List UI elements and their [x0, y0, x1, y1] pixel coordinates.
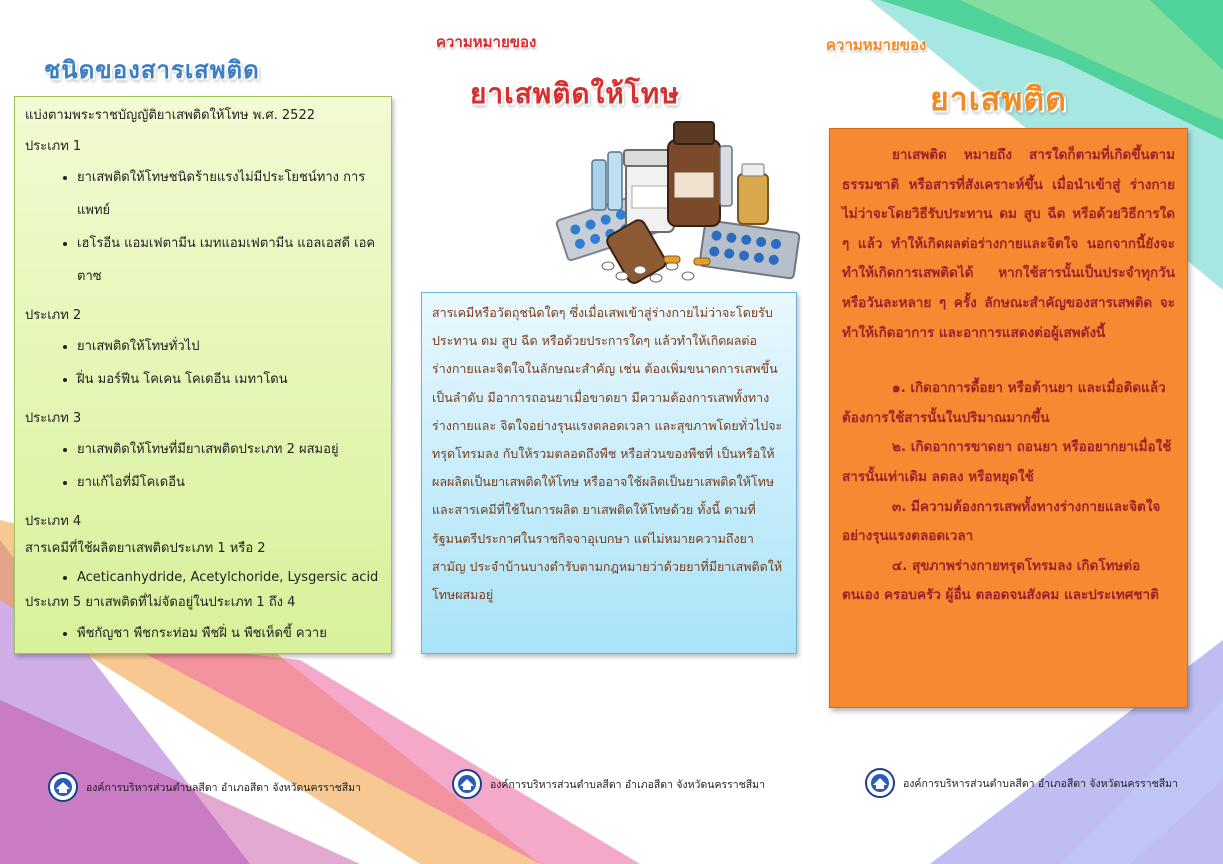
symptom-item: ๓. มีความต้องการเสพทั้งทางร่างกายและจิตใจอย่างรุนแรงตลอดเวลา	[842, 498, 1161, 545]
symptom-item: ๒. เกิดอาการขาดยา ถอนยา หรืออยากยาเมื่อใช้สารนั้นเท่าเดิม ลดลง หรือหยุดใช้	[842, 439, 1172, 485]
category-3-heading: ประเภท 3	[25, 411, 82, 426]
symptom-item: ๑. เกิดอาการดื้อยา หรือต้านยา และเมื่อติดแล้ว ต้องการใช้สารนั้นในปริมาณมากขึ้น	[842, 380, 1166, 426]
list-item: • Aceticanhydride, Acetylchoride, Lysgersic acid	[77, 561, 381, 594]
category-3-list	[25, 433, 381, 499]
category-2-list	[25, 330, 381, 396]
footer-middle	[452, 769, 765, 799]
right-title-small: ความหมายของ	[826, 36, 927, 54]
category-4-list	[25, 561, 381, 594]
list-item: • ยาแก้ไอที่มีโคเดอีน	[77, 466, 381, 499]
organization-name: องค์การบริหารส่วนตำบลสีดา อำเภอสีดา จังหวัดนครราชสีมา	[490, 778, 765, 791]
footer-left	[48, 772, 361, 802]
medicine-illustration	[552, 116, 802, 292]
list-item: • เฮโรอีน แอมเฟตามีน เมทแอมเฟตามีน แอลเอสดี เอค ตาซ	[77, 227, 381, 293]
organization-seal-icon	[48, 772, 78, 802]
middle-title-small: ความหมายของ	[436, 33, 537, 51]
organization-seal-icon	[865, 768, 895, 798]
organization-name: องค์การบริหารส่วนตำบลสีดา อำเภอสีดา จังหวัดนครราชสีมา	[903, 777, 1178, 790]
footer-right	[865, 768, 1178, 798]
symptom-item: ๔. สุขภาพร่างกายทรุดโทรมลง เกิดโทษต่อตนเอง ครอบครัว ผู้อื่น ตลอดจนสังคม และประเทศชาติ	[842, 557, 1159, 604]
list-item: • ยาเสพติดให้โทษทั่วไป	[77, 330, 381, 363]
organization-seal-icon	[452, 769, 482, 799]
category-4-description: สารเคมีที่ใช้ผลิตยาเสพติดประเภท 1 หรือ 2	[25, 541, 266, 556]
drug-definition-text: ยาเสพติด หมายถึง สารใดก็ตามที่เกิดขึ้นตามธรรมชาติ หรือสารที่สังเคราะห์ขึ้น เมื่อนำเข้าสู่ ร่างกายไม่ว่าจะโดยวิธีรับประทาน ดม สูบ ฉีด หรือด้วยวิธีการใด ๆ แล้ว ทำให้เกิดผลต่อร่างกายและจิตใจ นอกจากนี้ยังจะทำให้เกิดการเสพติดได้ หากใช้สารนั้นเป็นประจำทุกวัน หรือวันละหลาย ๆ ครั้ง ลักษณะสำคัญของสารเสพติด จะทำให้เกิดอาการ และอาการแสดงต่อผู้เสพดังนี้	[842, 147, 1175, 341]
organization-name: องค์การบริหารส่วนตำบลสีดา อำเภอสีดา จังหวัดนครราชสีมา	[86, 781, 361, 794]
middle-title-big: ยาเสพติดให้โทษ	[470, 77, 680, 110]
drug-definition-box	[829, 128, 1188, 708]
category-1-list	[25, 161, 381, 293]
right-title-big: ยาเสพติด	[930, 80, 1067, 118]
list-item: • พืชกัญชา พืชกระท่อม พืชฝิ่ น พืชเห็ดขี้ ควาย	[77, 617, 381, 650]
category-5-heading: ประเภท 5 ยาเสพติดที่ไม่จัดอยู่ในประเภท 1 ถึง 4	[25, 595, 296, 610]
category-5-list	[25, 617, 381, 650]
narcotic-definition-box: สารเคมีหรือวัตถุชนิดใดๆ ซึ่งเมื่อเสพเข้าสู่ร่างกายไม่ว่าจะโดยรับประทาน ดม สูบ ฉีด หรือด้วยประการใดๆ แล้วทำให้เกิดผลต่อร่างกายและจิตใจในลักษณะสำคัญ เช่น ต้องเพิ่มขนาดการเสพขึ้นเป็นลำดับ มีอาการถอนยาเมื่อขาดยา มีความต้องการเสพทั้งทางร่างกายและ จิตใจอย่างรุนแรงตลอดเวลา และสุขภาพโดยทั่วไปจะทรุดโทรมลง กับให้รวมตลอดถึงพืช หรือส่วนของพืชที่ เป็นหรือให้ผลผลิตเป็นยาเสพติดให้โทษ หรืออาจใช้ผลิตเป็นยาเสพติดให้โทษและสารเคมีที่ใช้ในการผลิต ยาเสพติดให้โทษด้วย ทั้งนี้ ตามที่รัฐมนตรีประกาศในราชกิจจาอุเบกษา แต่ไม่หมายความถึงยาสามัญ ประจำบ้านบางตำรับตามกฎหมายว่าด้วยยาที่มียาเสพติดให้โทษผสมอยู่	[421, 292, 797, 654]
law-reference: แบ่งตามพระราชบัญญัติยาเสพติดให้โทษ พ.ศ. 2522	[25, 108, 315, 123]
category-4-heading: ประเภท 4	[25, 514, 82, 529]
list-item: • ยาเสพติดให้โทษที่มียาเสพติดประเภท 2 ผสมอยู่	[77, 433, 381, 466]
category-1-heading: ประเภท 1	[25, 139, 82, 154]
list-item: • ฝิ่น มอร์ฟีน โคเคน โคเดอีน เมทาโดน	[77, 363, 381, 396]
drug-types-box	[14, 96, 392, 654]
list-item: • ยาเสพติดให้โทษชนิดร้ายแรงไม่มีประโยชน์ทาง การแพทย์	[77, 161, 381, 227]
left-panel-title: ชนิดของสารเสพติด	[44, 56, 260, 84]
category-2-heading: ประเภท 2	[25, 308, 82, 323]
